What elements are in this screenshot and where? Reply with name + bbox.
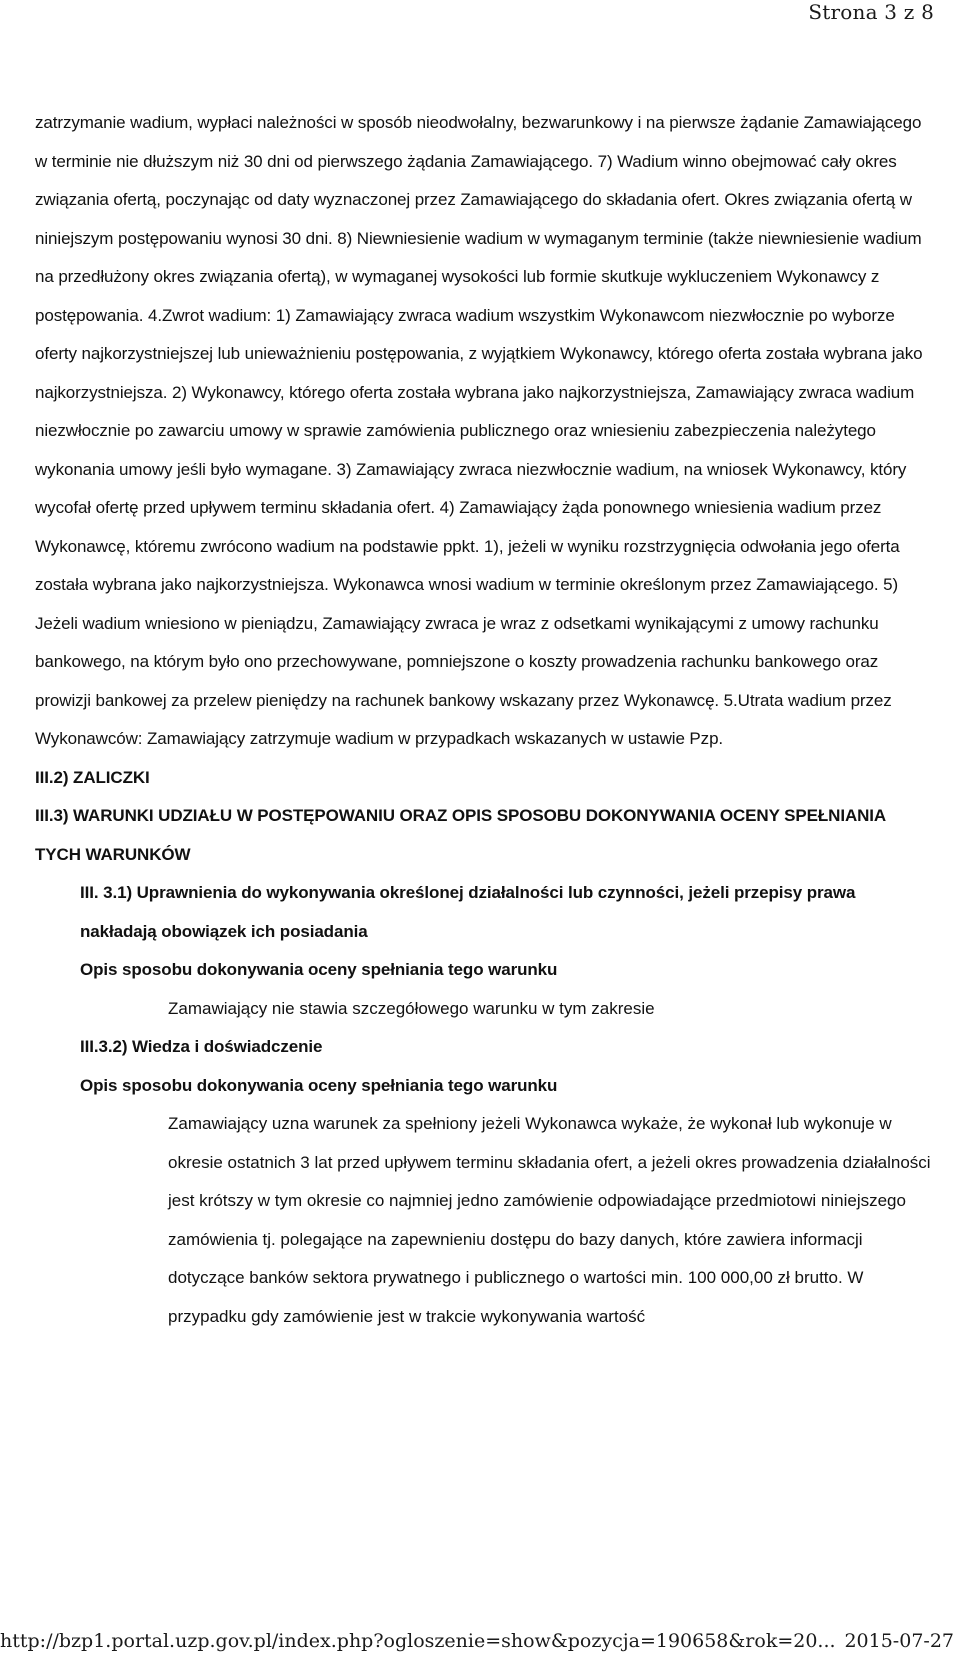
assessment-label-iii31: Opis sposobu dokonywania oceny spełniania tego warunku [80, 960, 558, 979]
print-date: 2015-07-27 [844, 1630, 954, 1652]
subsection-heading-iii31: III. 3.1) Uprawnienia do wykonywania określonej działalności lub czynności, jeżeli przepisy prawa nakładają obowiązek ich posiadania [80, 883, 856, 941]
page-number: Strona 3 z 8 [808, 0, 934, 24]
subsection-heading-iii32: III.3.2) Wiedza i doświadczenie [80, 1037, 323, 1056]
section-heading-iii2: III.2) ZALICZKI [35, 767, 150, 787]
assessment-text-iii32: Zamawiający uzna warunek za spełniony jeżeli Wykonawca wykaże, że wykonał lub wykonuje w okresie ostatnich 3 lat przed upływem terminu składania ofert, a jeżeli okres prowadzenia działalności jest krótszy w tym okresie co najmniej jedno zamówienie odpowiadające przedmiotowi niniejszego zamówienia tj. polegające na zapewnieniu dostępu do bazy danych, które zawiera informacji dotyczące banków sektora prywatnego i publicznego o wartości min. 100 000,00 zł brutto. W przypadku gdy zamówienie jest w trakcie wykonywania wartość [168, 1114, 931, 1326]
page-footer [0, 1628, 960, 1654]
section-heading-iii3: III.3) WARUNKI UDZIAŁU W POSTĘPOWANIU ORAZ OPIS SPOSOBU DOKONYWANIA OCENY SPEŁNIANIA TYCH WARUNKÓW [35, 806, 886, 864]
source-url-link[interactable]: http://bzp1.portal.uzp.gov.pl/index.php?ogloszenie=show&pozycja=190658&rok=20... [0, 1630, 836, 1652]
wadium-paragraph: zatrzymanie wadium, wypłaci należności w sposób nieodwołalny, bezwarunkowy i na pierwsze żądanie Zamawiającego w terminie nie dłuższym niż 30 dni od pierwszego żądania Zamawiającego. 7) Wadium winno obejmować cały okres związania ofertą, poczynając od daty wyznaczonej przez Zamawiającego do składania ofert. Okres związania ofertą w niniejszym postępowaniu wynosi 30 dni. 8) Niewniesienie wadium w wymaganym terminie (także niewniesienie wadium na przedłużony okres związania ofertą), w wymaganej wysokości lub formie skutkuje wykluczeniem Wykonawcy z postępowania. 4.Zwrot wadium: 1) Zamawiający zwraca wadium wszystkim Wykonawcom niezwłocznie po wyborze oferty najkorzystniejszej lub unieważnieniu postępowania, z wyjątkiem Wykonawcy, którego oferta została wybrana jako najkorzystniejsza. 2) Wykonawcy, którego oferta została wybrana jako najkorzystniejsza, Zamawiający zwraca wadium niezwłocznie po zawarciu umowy w sprawie zamówienia publicznego oraz wniesieniu zabezpieczenia należytego wykonania umowy jeśli było wymagane. 3) Zamawiający zwraca niezwłocznie wadium, na wniosek Wykonawcy, który wycofał ofertę przed upływem terminu składania ofert. 4) Zamawiający żąda ponownego wniesienia wadium przez Wykonawcę, któremu zwrócono wadium na podstawie ppkt. 1), jeżeli w wyniku rozstrzygnięcia odwołania jego oferta została wybrana jako najkorzystniejsza. Wykonawca wnosi wadium w terminie określonym przez Zamawiającego. 5) Jeżeli wadium wniesiono w pieniądzu, Zamawiający zwraca je wraz z odsetkami wynikającymi z umowy rachunku bankowego, na którym było ono przechowywane, pomniejszone o koszty prowadzenia rachunku bankowego oraz prowizji bankowej za przelew pieniędzy na rachunek bankowy wskazany przez Wykonawcę. 5.Utrata wadium przez Wykonawców: Zamawiający zatrzymuje wadium w przypadkach wskazanych w ustawie Pzp. [35, 113, 923, 748]
subsection-iii32 [35, 1028, 935, 1336]
assessment-label-iii32: Opis sposobu dokonywania oceny spełniania tego warunku [80, 1075, 558, 1095]
assessment-text-iii31: Zamawiający nie stawia szczegółowego warunku w tym zakresie [168, 998, 655, 1018]
document-body [35, 104, 935, 1336]
subsection-iii31 [35, 874, 935, 1028]
